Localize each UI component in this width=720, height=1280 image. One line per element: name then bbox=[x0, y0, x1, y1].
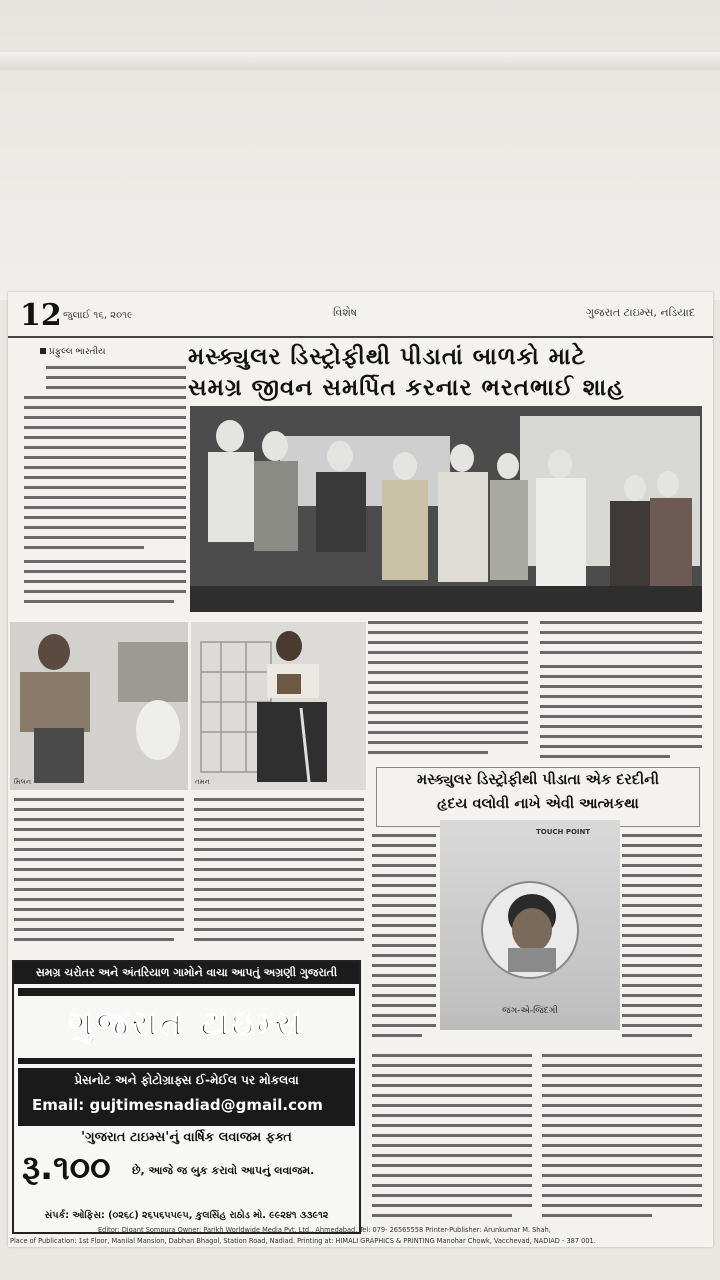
book-title: જંગ-એ-જિંદગી bbox=[502, 1006, 558, 1016]
ad-tagline: સમગ્ર ચરોતર અને અંતરિયાળ ગામોને વાચા આપતું અગ્રણી ગુજરાતી bbox=[14, 962, 359, 984]
byline: પ્રફુલ્લ ભારતીય bbox=[40, 347, 105, 357]
article-text-column bbox=[24, 362, 188, 612]
background-surface bbox=[0, 0, 720, 300]
bullet-icon bbox=[40, 348, 46, 354]
patient-photo-left bbox=[10, 622, 188, 790]
second-headline-line-2: હૃદય વલોવી નાખે એવી આત્મકથા bbox=[437, 796, 639, 812]
subscription-price: રૂ.૧૦૦ bbox=[22, 1148, 111, 1188]
text-lines-graphic bbox=[622, 830, 704, 1045]
headline-line-1: મસ્ક્યુલર ડિસ્ટ્રોફીથી પીડાતાં બાળકો માટે bbox=[188, 344, 587, 370]
book-cover-graphic bbox=[440, 820, 620, 1030]
book-publisher-logo: TOUCH POINT bbox=[536, 828, 591, 836]
page-header bbox=[8, 292, 713, 338]
issue-date: જુલાઈ ૧૬, ૨૦૧૯ bbox=[63, 310, 133, 321]
subscription-line: 'ગુજરાત ટાઇમ્સ'નું વાર્ષિક લવાજમ ફક્ત bbox=[81, 1130, 292, 1145]
patient-photo-left-graphic bbox=[10, 622, 188, 790]
contact-email: Email: gujtimesnadiad@gmail.com bbox=[32, 1096, 323, 1114]
second-story-text-left bbox=[372, 830, 438, 1045]
subscription-advertisement bbox=[12, 960, 361, 1234]
second-story-text-right bbox=[622, 830, 704, 1045]
newspaper-logo bbox=[18, 988, 355, 1064]
office-contact: સંપર્ક: ઓફિસ: (૦૨૬૮) ૨૬૫૬૫૫૯૫, કુલસિંહ રાઠોડ મો. ૯૯૨૪૧ ૩૩૯૧૨ bbox=[44, 1210, 329, 1221]
patient-photo-middle-graphic bbox=[191, 622, 366, 790]
second-headline-line-1: મસ્ક્યુલર ડિસ્ટ્રોફીથી પીડાતા એક દરદીની bbox=[416, 772, 660, 788]
text-lines-graphic bbox=[14, 794, 366, 954]
paper-fold bbox=[0, 52, 720, 70]
main-headline bbox=[188, 342, 703, 404]
group-photo bbox=[190, 406, 702, 612]
patient-photo-middle bbox=[191, 622, 366, 790]
logo-text: ગુજરાત ટાઇમ્સ bbox=[68, 1004, 305, 1044]
section-name: વિશેષ bbox=[333, 306, 357, 319]
text-lines-graphic bbox=[372, 830, 438, 1045]
text-lines-graphic bbox=[372, 1050, 704, 1222]
imprint-line-2: Place of Publication: 1st Floor, Manilal Mansion, Dabhan Bhagol, Station Road, Nadiad. Printing at: HIMALI GRAPHICS & PRINTING Manohar Chowk, Vacchevad, NADIAD - 387 001. bbox=[10, 1237, 596, 1245]
imprint-footer bbox=[8, 1225, 713, 1247]
page-number: 12 bbox=[20, 298, 62, 333]
imprint-line-1: Editor: Digant Sompura Owner: Parikh Worldwide Media Pvt. Ltd., Ahmedabad. Tel: 079- 26565558 Printer-Publisher: Arunkumar M. Shah, bbox=[98, 1226, 551, 1234]
headline-line-2: સમગ્ર જીવન સમર્પિત કરનાર ભરતભાઈ શાહ bbox=[188, 375, 625, 401]
newspaper-name: ગુજરાત ટાઇમ્સ, નડિયાદ bbox=[586, 306, 695, 319]
email-banner bbox=[18, 1068, 355, 1126]
article-text-lower bbox=[14, 794, 366, 954]
text-lines-graphic bbox=[368, 617, 703, 759]
group-photo-graphic bbox=[190, 406, 702, 612]
second-story-text-bottom bbox=[372, 1050, 704, 1222]
article-text-right bbox=[368, 617, 703, 759]
newspaper-page bbox=[8, 292, 713, 1247]
book-cover bbox=[440, 820, 620, 1030]
send-instructions: પ્રેસનોટ અને ફોટોગ્રાફ્સ ઈ-મેઈલ પર મોકલવા bbox=[74, 1073, 299, 1087]
second-story-headline bbox=[376, 767, 700, 827]
subscription-call: છે, આજે જ બુક કરાવો આપનું લવાજમ. bbox=[132, 1164, 315, 1177]
photo-caption-middle: તમન bbox=[195, 778, 210, 786]
photo-caption-left: મિલન bbox=[14, 778, 32, 786]
text-lines-graphic bbox=[24, 362, 188, 612]
